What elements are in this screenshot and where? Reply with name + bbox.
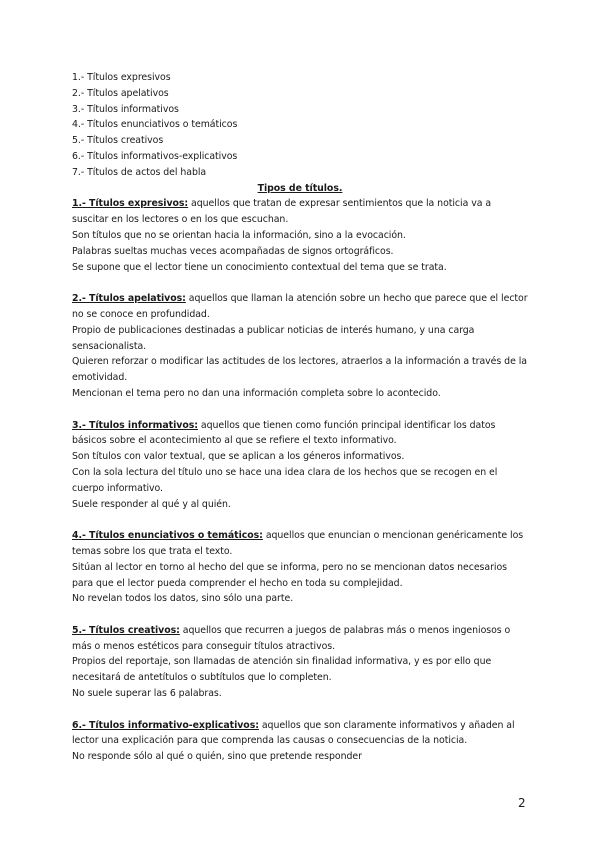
definition-paragraph [72,418,528,450]
paragraph: Sitúan al lector en torno al hecho del que se informa, pero no se mencionan datos necesarios para que el lector pueda comprender el hecho en toda su complejidad. [72,561,507,589]
term-label: 1.- Títulos expresivos: [72,198,189,210]
paragraph: Son títulos que no se orientan hacia la información, sino a la evocación. [72,229,406,241]
list-item: 7.- Títulos de actos del habla [72,166,207,178]
paragraph: Son títulos con valor textual, que se aplican a los géneros informativos. [72,451,405,463]
spacer [72,607,528,623]
list-item: 1.- Títulos expresivos [72,72,171,83]
paragraph: Palabras sueltas muchas veces acompañadas de signos ortográficos. [72,245,394,257]
paragraph: Quieren reforzar o modificar las actitudes de los lectores, atraerlos a la información a través de la emotividad. [72,356,527,384]
definition-paragraph [72,291,528,323]
list-item: 4.- Títulos enunciativos o temáticos [72,119,238,131]
spacer [72,275,528,291]
paragraph: Con la sola lectura del título uno se hace una idea clara de los hechos que se recogen en el cuerpo informativo. [72,466,498,494]
paragraph: No revelan todos los datos, sino sólo una parte. [72,593,294,605]
definition-paragraph [72,623,528,655]
definition-paragraph [72,196,528,228]
section-heading: Tipos de títulos. [257,182,343,194]
section-enunciativos [72,528,528,607]
section-apelativos [72,291,528,402]
paragraph: Se supone que el lector tiene un conocimiento contextual del tema que se trata. [72,261,447,273]
spacer [72,702,528,718]
list-item: 6.- Títulos informativos-explicativos [72,150,238,162]
page-number: 2 [518,796,526,810]
definition-paragraph [72,528,528,560]
term-label: 4.- Títulos enunciativos o temáticos: [72,530,263,542]
paragraph: No responde sólo al qué o quién, sino que pretende responder [72,751,362,763]
section-informativo-explicativos [72,718,528,765]
definition-text: aquellos que llaman la atención sobre un hecho que parece que el lector no se conoce en profundidad. [72,293,528,320]
definition-text: aquellos que tratan de expresar sentimientos que la noticia va a suscitar en los lectores o en los que escuchan. [72,198,492,226]
paragraph: Propios del reportaje, son llamadas de atención sin finalidad informativa, y es por ello que necesitará de antetítulos o subtítulos que lo completen. [72,656,492,684]
list-item: 5.- Títulos creativos [72,135,164,147]
term-label: 3.- Títulos informativos: [72,419,198,431]
term-label: 6.- Títulos informativo-explicativos: [72,719,259,731]
definition-text: aquellos que enuncian o mencionan genéricamente los temas sobre los que trata el texto. [72,530,524,557]
spacer [72,402,528,418]
term-label: 5.- Títulos creativos: [72,624,180,636]
spacer [72,512,528,528]
list-item: 3.- Títulos informativos [72,103,179,115]
term-label: 2.- Títulos apelativos: [72,293,186,305]
definition-text: aquellos que tienen como función principal identificar los datos básicos sobre el acontecimiento al que se refiere el texto informativo. [72,419,496,447]
list-item: 2.- Títulos apelativos [72,87,169,99]
paragraph: No suele superar las 6 palabras. [72,688,222,700]
section-informativos [72,418,528,513]
definition-paragraph [72,718,528,750]
section-creativos [72,623,528,702]
page-content [72,70,528,765]
paragraph: Suele responder al qué y al quién. [72,498,231,510]
definition-text: aquellos que son claramente informativos y añaden al lector una explicación para que comprenda las causas o consecuencias de la noticia. [72,719,515,747]
title-types-list [72,70,528,181]
definition-text: aquellos que recurren a juegos de palabras más o menos ingeniosos o más o menos estéticos para conseguir títulos atractivos. [72,624,511,652]
paragraph: Mencionan el tema pero no dan una información completa sobre lo acontecido. [72,387,441,399]
section-expresivos [72,196,528,275]
paragraph: Propio de publicaciones destinadas a publicar noticias de interés humano, y una carga sensacionalista. [72,324,475,352]
